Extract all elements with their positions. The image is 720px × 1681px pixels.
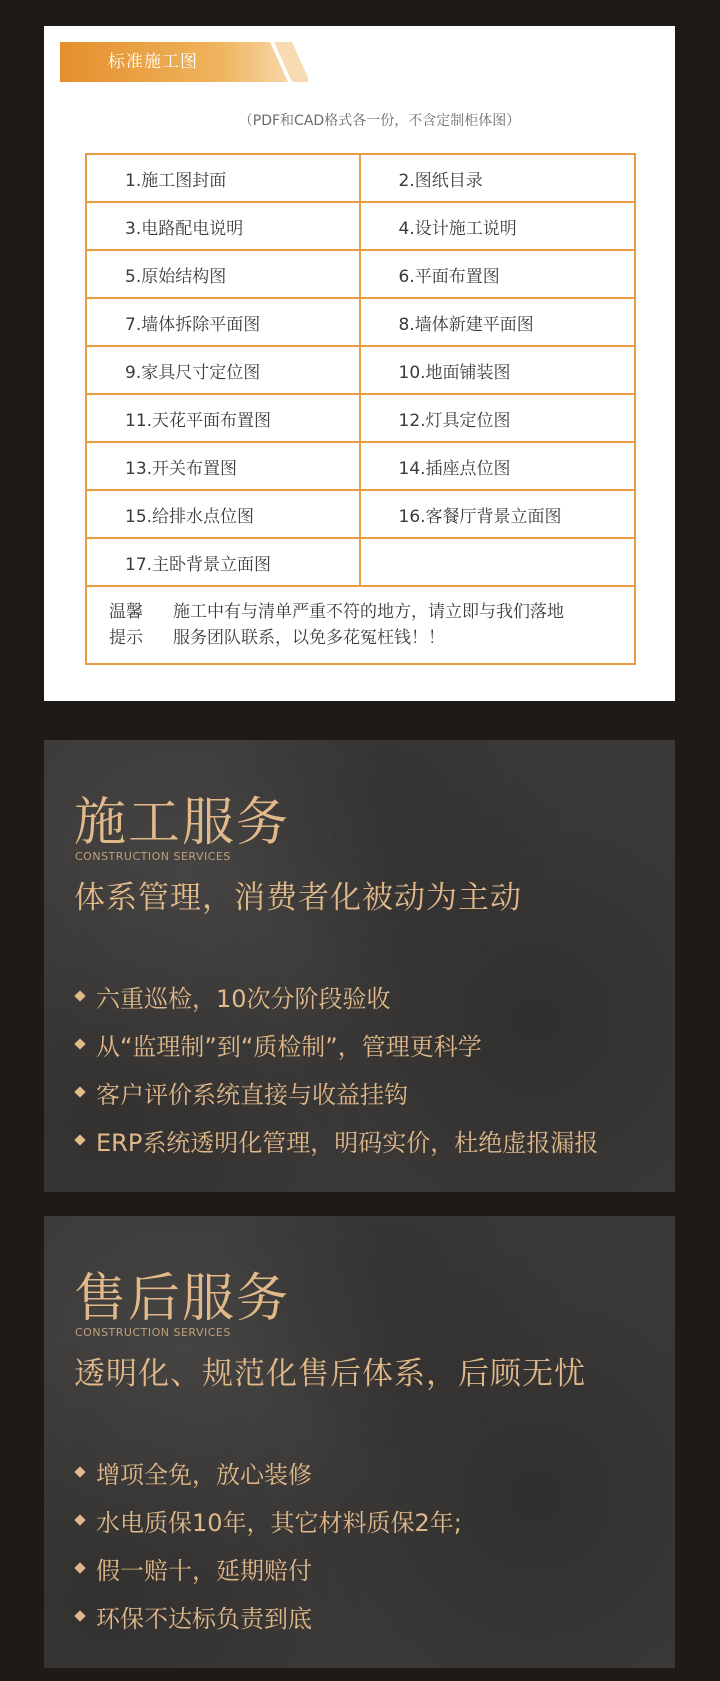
panel-english-caption: CONSTRUCTION SERVICES	[75, 1326, 231, 1339]
aftersales-services-panel	[44, 1216, 675, 1668]
table-row	[87, 201, 634, 249]
table-cell: 6.平面布置图	[398, 266, 500, 287]
list-item	[74, 1592, 462, 1640]
section-tag	[60, 42, 308, 82]
table-cell: 1.施工图封面	[87, 155, 361, 201]
list-item-text: ERP系统透明化管理，明码实价，杜绝虚报漏报	[96, 1128, 599, 1157]
tip-row	[87, 585, 634, 665]
tip-text-line: 施工中有与清单严重不符的地方，请立即与我们落地	[173, 602, 564, 622]
table-row	[87, 153, 634, 201]
diamond-bullet-icon	[74, 1134, 85, 1145]
panel-subtitle: 体系管理，消费者化被动为主动	[74, 880, 522, 916]
table-row	[87, 249, 634, 297]
table-cell: 10.地面铺装图	[398, 362, 511, 383]
list-item-text: 水电质保10年，其它材料质保2年;	[96, 1508, 462, 1537]
table-cell: 3.电路配电说明	[87, 203, 361, 249]
diamond-bullet-icon	[74, 1466, 85, 1477]
table-cell: 8.墙体新建平面图	[398, 314, 534, 335]
table-cell: 2.图纸目录	[398, 170, 483, 191]
section-tag-label: 标准施工图	[108, 52, 198, 72]
diamond-bullet-icon	[74, 1562, 85, 1573]
table-cell: 16.客餐厅背景立面图	[398, 506, 562, 527]
table-cell-empty	[361, 539, 635, 585]
diamond-bullet-icon	[74, 1610, 85, 1621]
table-cell: 15.给排水点位图	[87, 491, 361, 537]
table-cell: 9.家具尺寸定位图	[87, 347, 361, 393]
list-item	[74, 1544, 462, 1592]
list-item-text: 环保不达标负责到底	[96, 1604, 312, 1633]
table-row	[87, 393, 634, 441]
tip-text	[173, 599, 616, 663]
list-item-text: 增项全免，放心装修	[96, 1460, 312, 1489]
list-item	[74, 972, 598, 1020]
list-item-text: 客户评价系统直接与收益挂钩	[96, 1080, 408, 1109]
list-item-text: 假一赔十，延期赔付	[96, 1556, 312, 1585]
table-cell: 14.插座点位图	[398, 458, 511, 479]
table-cell: 11.天花平面布置图	[87, 395, 361, 441]
panel-title: 施工服务	[74, 793, 291, 853]
panel-title: 售后服务	[74, 1269, 291, 1329]
table-row	[87, 537, 634, 585]
drawings-card	[44, 26, 675, 701]
table-cell: 5.原始结构图	[87, 251, 361, 297]
list-item-text: 从“监理制”到“质检制”，管理更科学	[96, 1032, 482, 1061]
drawings-note: （PDF和CAD格式各一份，不含定制柜体图）	[238, 113, 521, 129]
table-row	[87, 489, 634, 537]
tip-label	[109, 599, 173, 663]
table-cell: 17.主卧背景立面图	[87, 539, 361, 585]
feature-list	[74, 972, 598, 1164]
diamond-bullet-icon	[74, 1038, 85, 1049]
diamond-bullet-icon	[74, 1514, 85, 1525]
table-cell: 13.开关布置图	[87, 443, 361, 489]
drawings-table	[85, 153, 636, 665]
list-item-text: 六重巡检，10次分阶段验收	[96, 984, 391, 1013]
list-item	[74, 1448, 462, 1496]
diamond-bullet-icon	[74, 990, 85, 1001]
diamond-bullet-icon	[74, 1086, 85, 1097]
construction-services-panel	[44, 740, 675, 1192]
list-item	[74, 1496, 462, 1544]
table-cell: 12.灯具定位图	[398, 410, 511, 431]
tip-label-line: 提示	[109, 628, 143, 648]
table-cell: 7.墙体拆除平面图	[87, 299, 361, 345]
table-row	[87, 345, 634, 393]
panel-english-caption: CONSTRUCTION SERVICES	[75, 850, 231, 863]
list-item	[74, 1116, 598, 1164]
tip-label-line: 温馨	[109, 602, 143, 622]
panel-subtitle: 透明化、规范化售后体系，后顾无忧	[74, 1356, 586, 1392]
table-row	[87, 297, 634, 345]
table-cell: 4.设计施工说明	[398, 218, 517, 239]
list-item	[74, 1068, 598, 1116]
table-row	[87, 441, 634, 489]
tip-text-line: 服务团队联系，以免多花冤枉钱！！	[173, 628, 445, 648]
list-item	[74, 1020, 598, 1068]
feature-list	[74, 1448, 462, 1640]
